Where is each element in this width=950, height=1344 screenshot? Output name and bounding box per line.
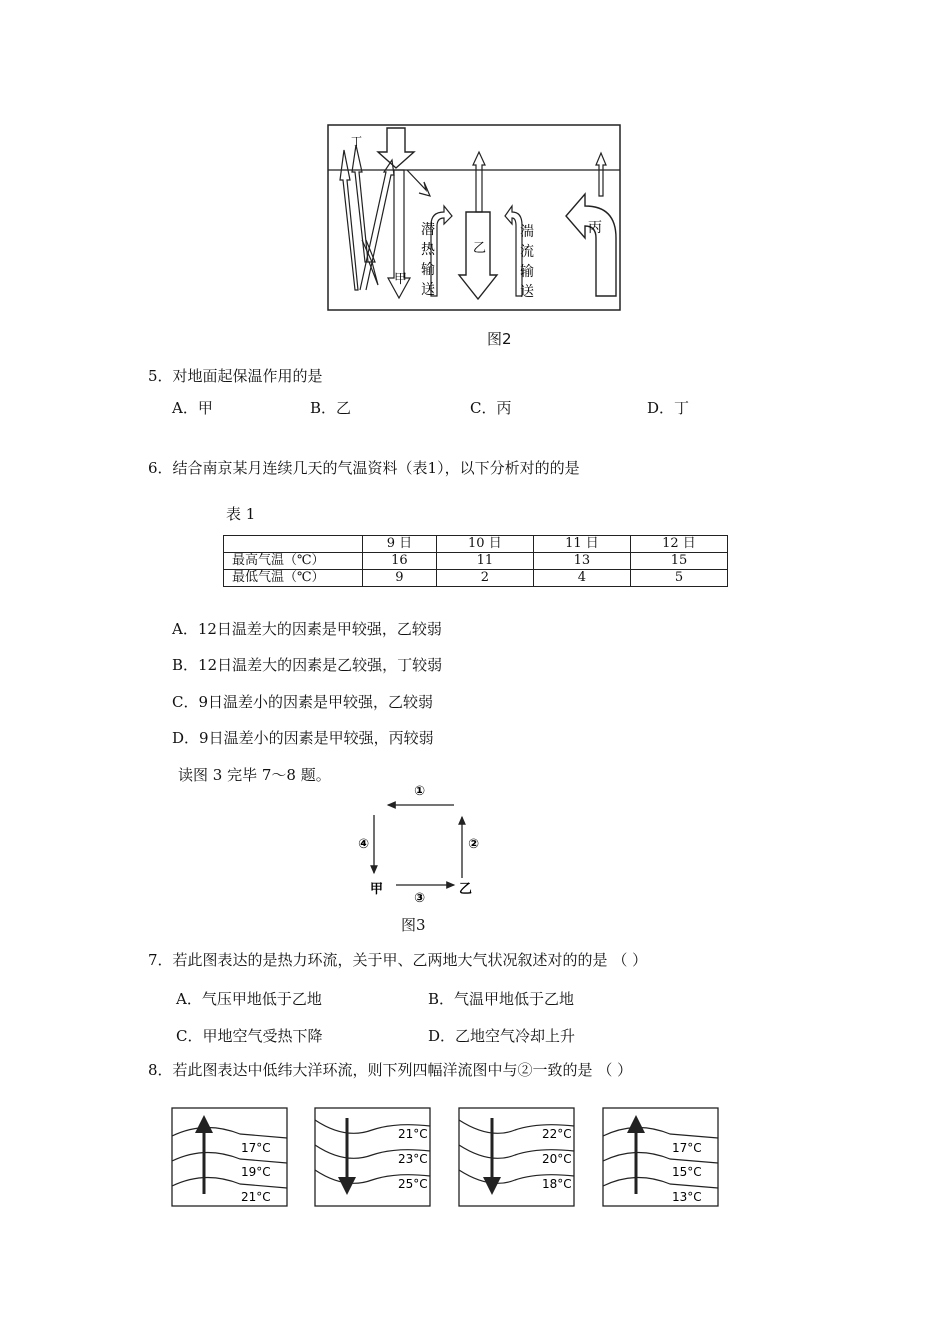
ocean-panel-2[interactable] [315,1108,430,1206]
table-cell: 5 [630,570,727,587]
table-row-label: 最低气温（℃） [224,570,363,587]
fig2-arrow-mid-up [473,152,485,212]
fig2-arrow-ding-up [340,150,358,290]
fig3-label-4: ④ [358,837,370,852]
fig3-label-yi: 乙 [459,882,473,897]
fig2-label-bing: 丙 [588,220,602,236]
fig2-label-ding: 丁 [351,135,362,148]
q6-option-c[interactable]: C．9日温差小的因素是甲较强，乙较弱 [172,693,434,711]
ocean-panel-4[interactable] [603,1108,718,1206]
table-cell: 13 [533,553,630,570]
fig2-arrow-reflect [407,170,430,196]
table-header-cell: 11 日 [533,536,630,553]
q5-stem: 5．对地面起保温作用的是 [148,367,323,385]
table-cell: 16 [363,553,437,570]
q7-option-c[interactable]: C．甲地空气受热下降 [176,1027,323,1045]
table-header-cell: 9 日 [363,536,437,553]
figure-2-diagram [0,0,950,320]
ocean-current-panels [0,1100,950,1215]
fig2-arrow-ding-up-2 [352,145,368,262]
fig3-caption: 图3 [401,916,426,934]
table1-title: 表 1 [226,505,256,523]
q8-stem: 8．若此图表达中低纬大洋环流，则下列四幅洋流图中与②一致的是 （ ） [148,1061,633,1079]
fig2-label-yi: 乙 [473,241,487,256]
fig2-turbulent-char: 送 [520,284,534,300]
q5-option-a[interactable]: A．甲 [172,399,213,417]
q6-option-b[interactable]: B．12日温差大的因素是乙较强，丁较弱 [172,656,443,674]
table-row-label: 最高气温（℃） [224,553,363,570]
table-header-cell: 12 日 [630,536,727,553]
isotherm-label: 13°C [672,1190,702,1204]
fig2-latent-char: 潜 [421,222,435,238]
q7-option-a[interactable]: A．气压甲地低于乙地 [176,990,322,1008]
q6-option-d[interactable]: D．9日温差小的因素是甲较强，丙较弱 [172,729,434,747]
isotherm-label: 25°C [398,1177,428,1191]
ocean-panel-1[interactable] [172,1108,287,1206]
figure-3-diagram [340,775,520,905]
isotherm-label: 19°C [241,1165,271,1179]
table-header-row [224,536,728,553]
q7-stem: 7．若此图表达的是热力环流，关于甲、乙两地大气状况叙述对的的是 （ ） [148,951,648,969]
q6-stem: 6．结合南京某月连续几天的气温资料（表1），以下分析对的的是 [148,459,580,477]
q5-option-d[interactable]: D．丁 [647,399,690,417]
fig3-label-1: ① [414,784,426,799]
q6-option-a[interactable]: A．12日温差大的因素是甲较强，乙较弱 [172,620,442,638]
table-row [224,570,728,587]
fig2-label-jia: 甲 [394,272,408,287]
ocean-panel-3[interactable] [459,1108,574,1206]
isotherm-label: 17°C [672,1141,702,1155]
table-cell: 9 [363,570,437,587]
read-fig3-instruction: 读图 3 完毕 7～8 题。 [178,766,331,784]
isotherm-label: 21°C [398,1127,428,1141]
fig2-frame [328,125,620,310]
fig2-turbulent-char: 输 [520,264,534,280]
q7-option-b[interactable]: B．气温甲地低于乙地 [428,990,575,1008]
table-header-cell: 10 日 [436,536,533,553]
fig2-latent-char: 输 [421,262,435,278]
table-row [224,553,728,570]
isotherm-label: 23°C [398,1152,428,1166]
isotherm-label: 17°C [241,1141,271,1155]
fig2-arrow-bing [566,194,616,296]
isotherm-label: 15°C [672,1165,702,1179]
isotherm-label: 18°C [542,1177,572,1191]
isotherm-label: 22°C [542,1127,572,1141]
q7-option-d[interactable]: D．乙地空气冷却上升 [428,1027,576,1045]
table-cell: 11 [436,553,533,570]
fig3-label-2: ② [468,837,480,852]
fig3-label-3: ③ [414,891,426,905]
fig2-caption: 图2 [487,330,512,348]
table-cell: 2 [436,570,533,587]
isotherm-label: 20°C [542,1152,572,1166]
fig2-latent-char: 热 [421,242,435,258]
fig2-arrow-solar-down [378,128,414,168]
fig2-arrow-right-up [596,153,606,196]
fig2-turbulent-char: 流 [520,244,534,260]
fig2-latent-char: 送 [421,282,435,298]
q5-option-c[interactable]: C．丙 [470,399,512,417]
table-cell: 15 [630,553,727,570]
table-header-cell [224,536,363,553]
fig2-turbulent-char: 湍 [520,224,534,240]
fig2-arrow-zigzag [360,160,394,290]
q5-option-b[interactable]: B．乙 [310,399,352,417]
table-cell: 4 [533,570,630,587]
fig3-label-jia: 甲 [370,882,384,897]
temperature-table [223,535,728,587]
isotherm-label: 21°C [241,1190,271,1204]
